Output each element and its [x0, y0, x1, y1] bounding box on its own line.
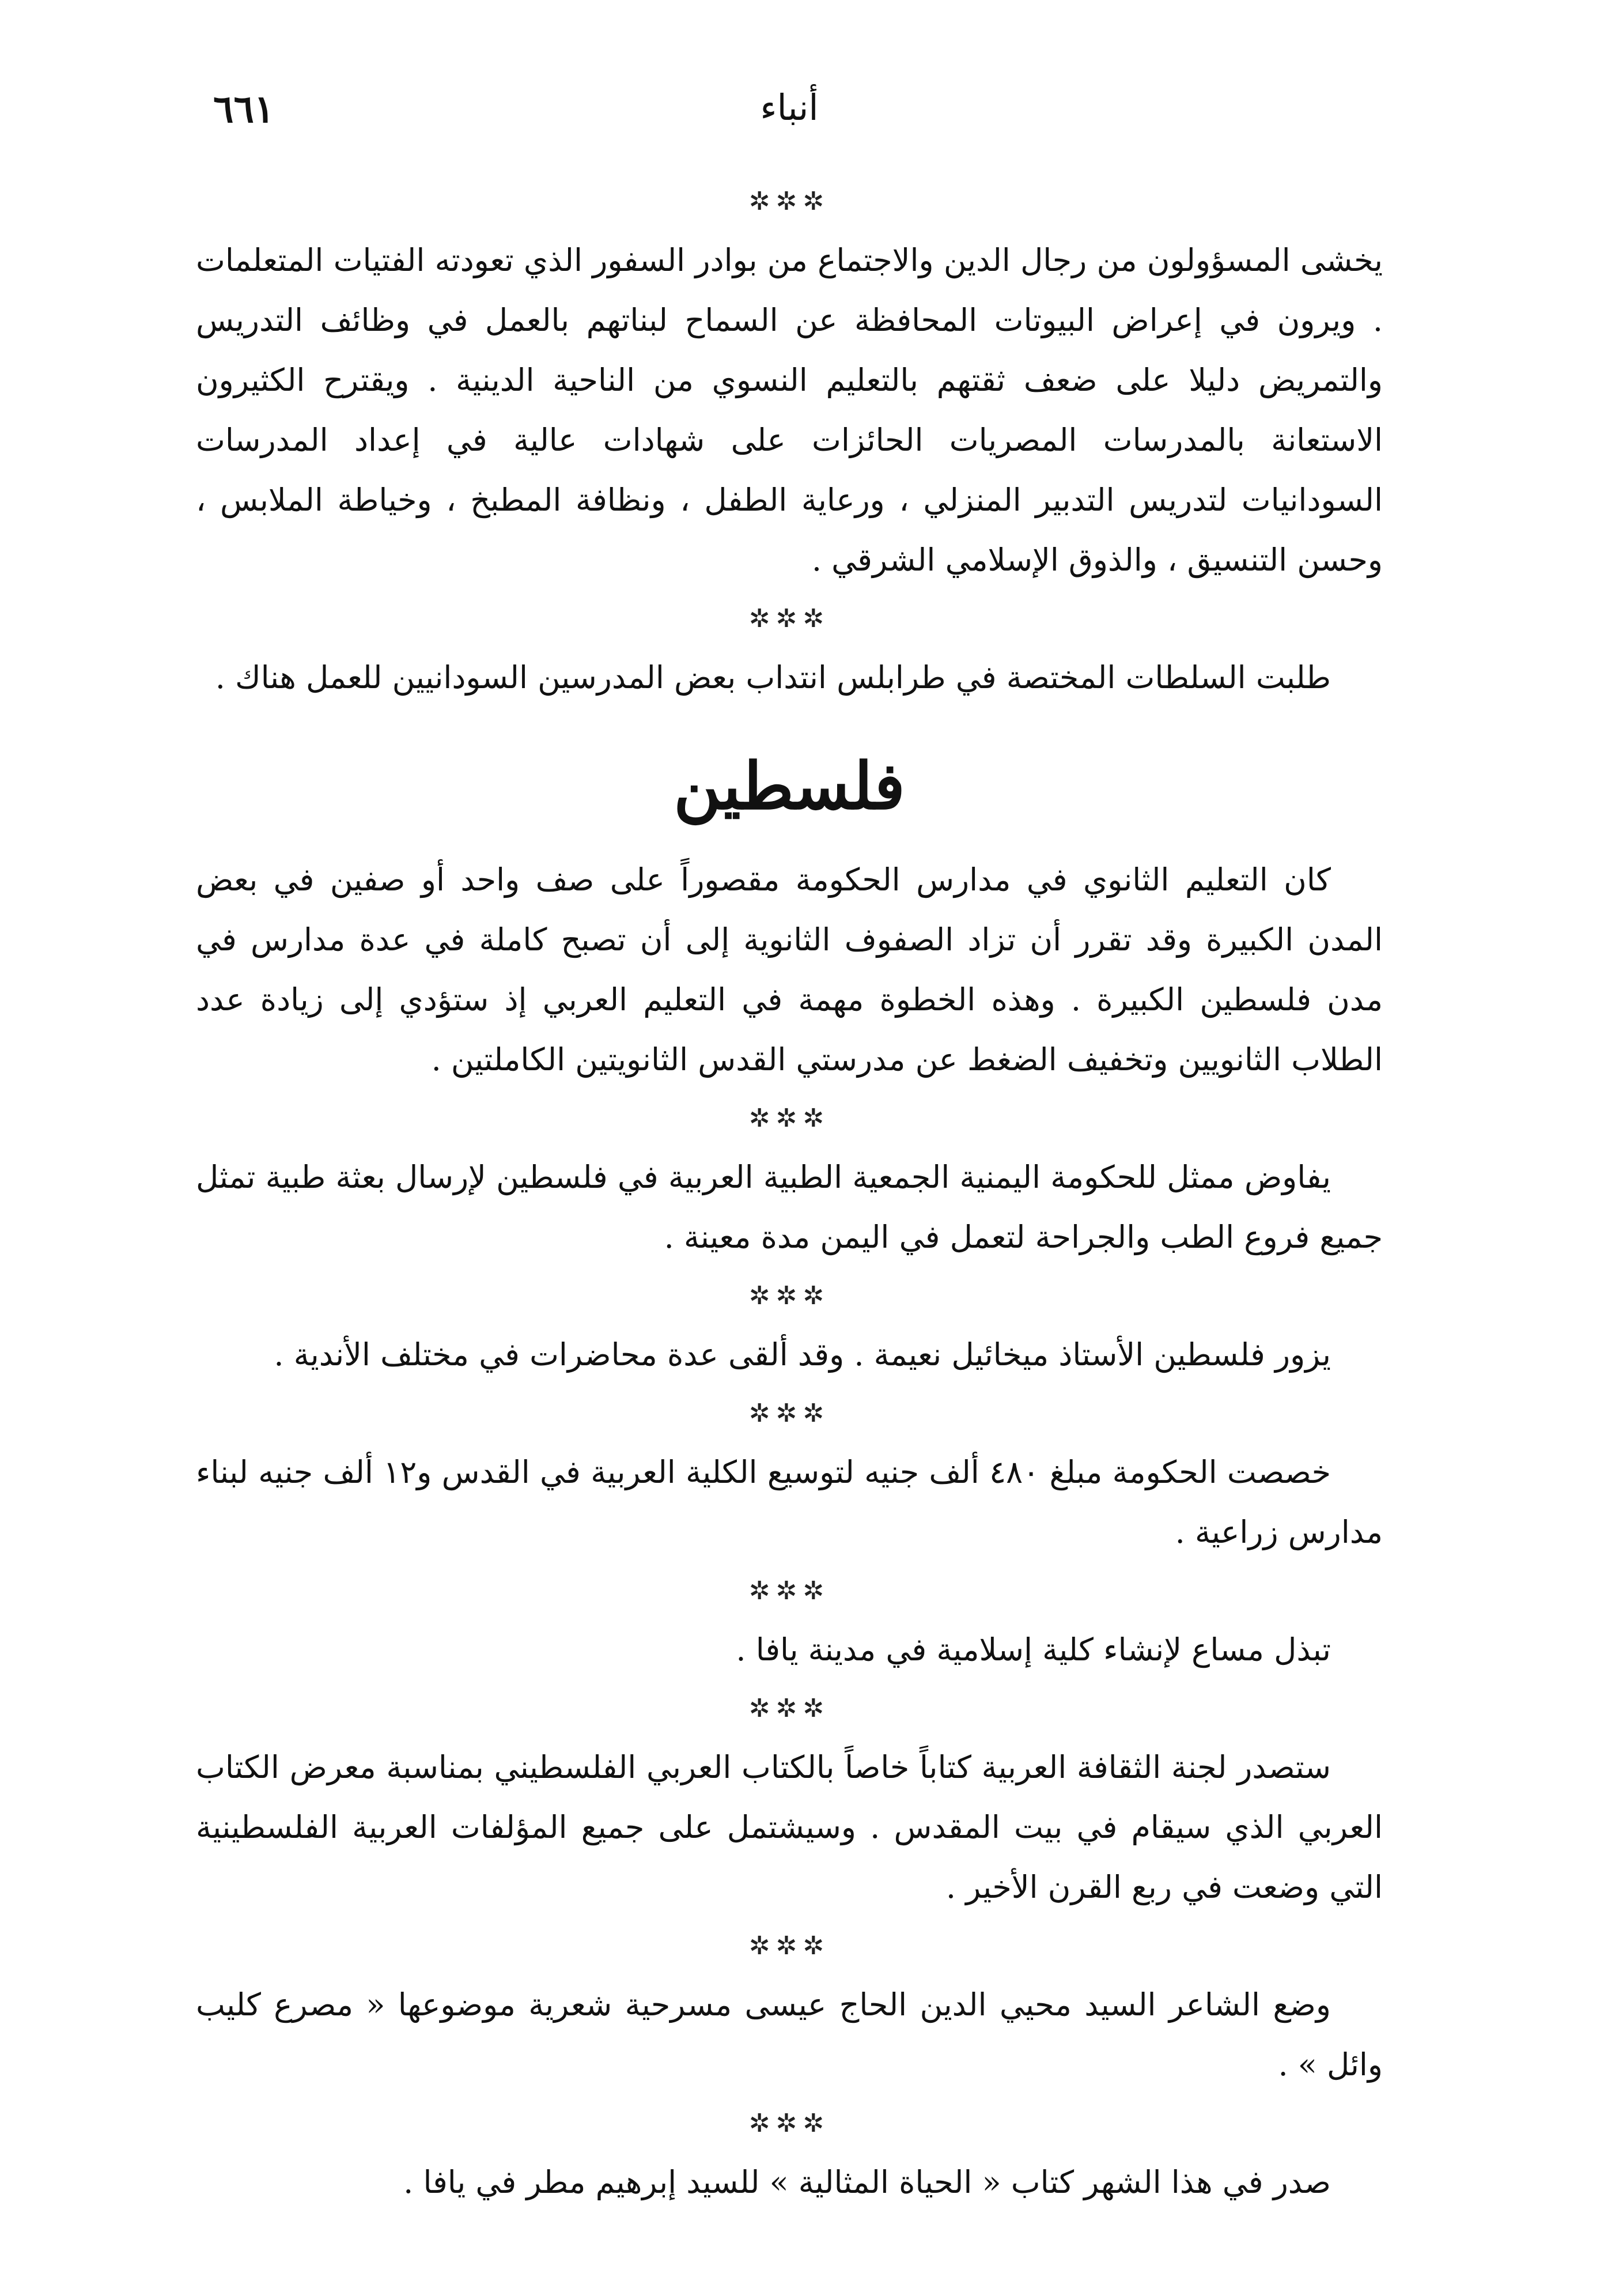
- separator-stars: ✲✲✲: [748, 604, 830, 633]
- news-item: يزور فلسطين الأستاذ ميخائيل نعيمة . وقد ألقى عدة محاضرات في مختلف الأندية .: [274, 1336, 1331, 1373]
- section-title: فلسطين: [674, 749, 905, 824]
- news-item: خصصت الحكومة مبلغ ٤٨٠ ألف جنيه لتوسيع الكلية العربية في القدس و١٢ ألف جنيه لبناء مدارس زراعية .: [196, 1454, 1383, 1550]
- running-head: أنباء: [760, 86, 819, 129]
- separator-stars: ✲✲✲: [748, 2109, 830, 2138]
- news-item: صدر في هذا الشهر كتاب « الحياة المثالية » للسيد إبرهيم مطر في يافا .: [403, 2164, 1331, 2200]
- news-item: ستصدر لجنة الثقافة العربية كتاباً خاصاً بالكتاب العربي الفلسطيني بمناسبة معرض الكتاب العربي الذي سيقام في بيت المقدس . وسيشتمل على جميع المؤلفات العربية الفلسطينية التي وضعت في ربع القرن الأخير .: [196, 1749, 1383, 1905]
- separator-stars: ✲✲✲: [748, 1399, 830, 1428]
- separator-stars: ✲✲✲: [748, 1104, 830, 1133]
- section-heading-block: [196, 732, 1383, 841]
- palestine-news-block: [196, 850, 1383, 2212]
- news-item: كان التعليم الثانوي في مدارس الحكومة مقصوراً على صف واحد أو صفين في بعض المدن الكبيرة وقد تقرر أن تزاد الصفوف الثانوية إلى أن تصبح كاملة في عدة مدارس في مدن فلسطين الكبيرة . وهذه الخطوة مهمة في التعليم العربي إذ ستؤدي إلى زيادة عدد الطلاب الثانويين وتخفيف الضغط عن مدرستي القدس الثانويتين الكاملتين .: [196, 862, 1383, 1078]
- news-item: يخشى المسؤولون من رجال الدين والاجتماع من بوادر السفور الذي تعودته الفتيات المتعلمات . ويرون في إعراض البيوتات المحافظة عن السماح لبناتهم بالعمل في وظائف التدريس والتمريض دليلا على ضعف ثقتهم بالتعليم النسوي من الناحية الدينية . ويقترح الكثيرون الاستعانة بالمدرسات المصريات الحائزات على شهادات عالية في إعداد المدرسات السودانيات لتدريس التدبير المنزلي ، ورعاية الطفل ، ونظافة المطبخ ، وخياطة الملابس ، وحسن التنسيق ، والذوق الإسلامي الشرقي .: [196, 242, 1383, 578]
- separator-stars: ✲✲✲: [748, 1694, 830, 1723]
- news-item: تبذل مساع لإنشاء كلية إسلامية في مدينة يافا .: [736, 1632, 1331, 1668]
- news-item: يفاوض ممثل للحكومة اليمنية الجمعية الطبية العربية في فلسطين لإرسال بعثة طبية تمثل جميع فروع الطب والجراحة لتعمل في اليمن مدة معينة .: [196, 1159, 1383, 1255]
- news-item: طلبت السلطات المختصة في طرابلس انتداب بعض المدرسين السودانيين للعمل هناك .: [215, 659, 1331, 696]
- page-number: ٦٦١: [213, 86, 275, 131]
- separator-stars: ✲✲✲: [748, 1576, 830, 1606]
- news-item: وضع الشاعر السيد محيي الدين الحاج عيسى مسرحية شعرية موضوعها « مصرع كليب وائل » .: [196, 1987, 1383, 2083]
- separator-stars: ✲✲✲: [748, 1931, 830, 1961]
- separator-stars: ✲✲✲: [748, 187, 830, 216]
- sudan-news-block: [196, 173, 1383, 708]
- separator-stars: ✲✲✲: [748, 1281, 830, 1311]
- page-header: [196, 86, 1383, 150]
